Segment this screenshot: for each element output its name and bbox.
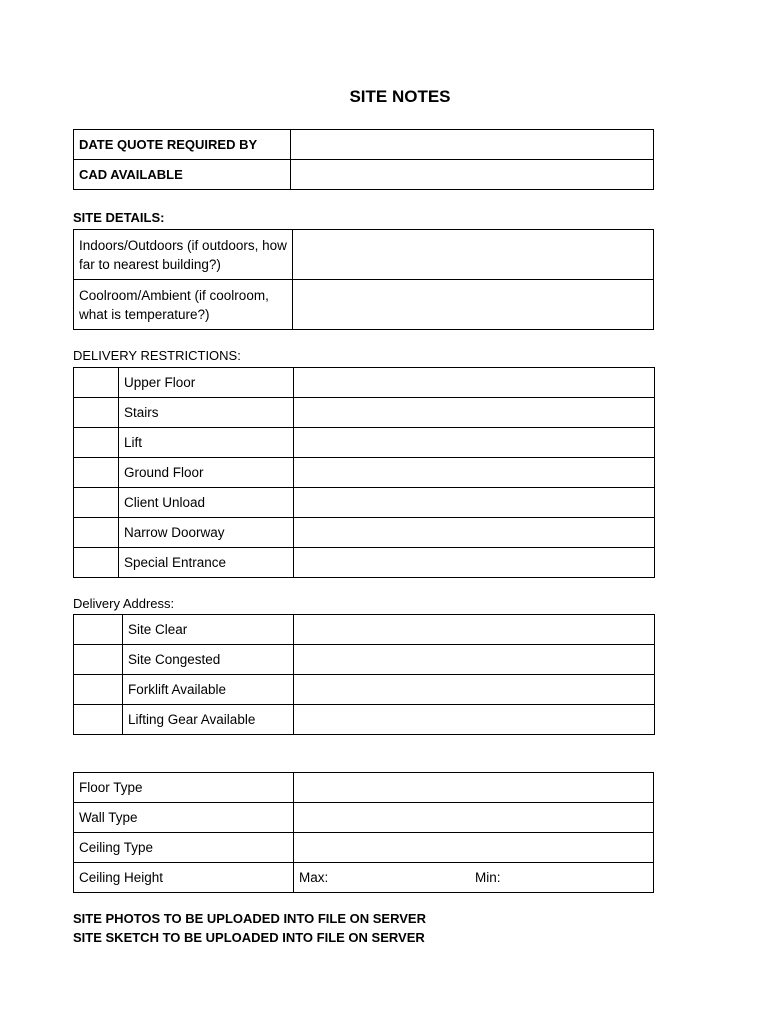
restriction-checkbox[interactable] <box>74 368 119 398</box>
restriction-label: Narrow Doorway <box>119 518 294 548</box>
restriction-notes-field[interactable] <box>294 368 655 398</box>
address-notes-field[interactable] <box>294 675 655 705</box>
restriction-notes-field[interactable] <box>294 548 655 578</box>
restriction-label: Stairs <box>119 398 294 428</box>
ceiling-height-min-label: Min: <box>475 870 501 885</box>
restriction-notes-field[interactable] <box>294 398 655 428</box>
floor-type-label: Floor Type <box>74 773 294 803</box>
table-row <box>74 803 654 833</box>
address-label: Lifting Gear Available <box>123 705 294 735</box>
delivery-restrictions-table <box>73 367 655 578</box>
address-notes-field[interactable] <box>294 645 655 675</box>
table-row <box>74 705 655 735</box>
table-row <box>74 230 654 280</box>
restriction-checkbox[interactable] <box>74 518 119 548</box>
restriction-notes-field[interactable] <box>294 518 655 548</box>
wall-type-field[interactable] <box>294 803 654 833</box>
restriction-notes-field[interactable] <box>294 458 655 488</box>
restriction-label: Upper Floor <box>119 368 294 398</box>
restriction-label: Special Entrance <box>119 548 294 578</box>
coolroom-ambient-field[interactable] <box>293 280 654 330</box>
restriction-checkbox[interactable] <box>74 428 119 458</box>
restriction-notes-field[interactable] <box>294 488 655 518</box>
table-row <box>74 833 654 863</box>
ceiling-height-max-label: Max: <box>299 870 329 885</box>
address-checkbox[interactable] <box>74 675 123 705</box>
address-notes-field[interactable] <box>294 705 655 735</box>
address-label: Site Congested <box>123 645 294 675</box>
page-title: SITE NOTES <box>349 87 451 106</box>
ceiling-height-label: Ceiling Height <box>74 863 294 893</box>
restriction-checkbox[interactable] <box>74 548 119 578</box>
date-quote-label: DATE QUOTE REQUIRED BY <box>74 130 291 160</box>
site-sketch-note: SITE SKETCH TO BE UPLOADED INTO FILE ON SERVER <box>73 930 425 945</box>
delivery-address-table <box>73 614 655 735</box>
restriction-label: Lift <box>119 428 294 458</box>
table-row <box>74 368 655 398</box>
restriction-notes-field[interactable] <box>294 428 655 458</box>
address-label: Site Clear <box>123 615 294 645</box>
restriction-checkbox[interactable] <box>74 488 119 518</box>
table-row <box>74 130 654 160</box>
cad-available-label: CAD AVAILABLE <box>74 160 291 190</box>
site-photos-note: SITE PHOTOS TO BE UPLOADED INTO FILE ON SERVER <box>73 911 426 926</box>
indoors-outdoors-label: Indoors/Outdoors (if outdoors, how far to nearest building?) <box>74 230 293 280</box>
cad-available-field[interactable] <box>291 160 654 190</box>
delivery-address-heading: Delivery Address: <box>73 596 175 611</box>
table-row <box>74 398 655 428</box>
delivery-restrictions-heading: DELIVERY RESTRICTIONS: <box>73 348 241 363</box>
address-notes-field[interactable] <box>294 615 655 645</box>
table-row <box>74 488 655 518</box>
ceiling-type-field[interactable] <box>294 833 654 863</box>
wall-type-label: Wall Type <box>74 803 294 833</box>
ceiling-type-label: Ceiling Type <box>74 833 294 863</box>
table-row <box>74 863 654 893</box>
restriction-label: Client Unload <box>119 488 294 518</box>
ceiling-height-field[interactable] <box>294 863 654 893</box>
address-label: Forklift Available <box>123 675 294 705</box>
site-details-table <box>73 229 654 330</box>
table-row <box>74 548 655 578</box>
indoors-outdoors-field[interactable] <box>293 230 654 280</box>
coolroom-ambient-label: Coolroom/Ambient (if coolroom, what is temperature?) <box>74 280 293 330</box>
table-row <box>74 675 655 705</box>
address-checkbox[interactable] <box>74 645 123 675</box>
floor-type-field[interactable] <box>294 773 654 803</box>
table-row <box>74 280 654 330</box>
restriction-label: Ground Floor <box>119 458 294 488</box>
quote-info-table <box>73 129 654 190</box>
date-quote-field[interactable] <box>291 130 654 160</box>
restriction-checkbox[interactable] <box>74 398 119 428</box>
table-row <box>74 458 655 488</box>
table-row <box>74 160 654 190</box>
table-row <box>74 615 655 645</box>
table-row <box>74 773 654 803</box>
table-row <box>74 428 655 458</box>
table-row <box>74 518 655 548</box>
address-checkbox[interactable] <box>74 705 123 735</box>
surfaces-table <box>73 772 654 893</box>
address-checkbox[interactable] <box>74 615 123 645</box>
site-details-heading: SITE DETAILS: <box>73 210 165 225</box>
restriction-checkbox[interactable] <box>74 458 119 488</box>
table-row <box>74 645 655 675</box>
